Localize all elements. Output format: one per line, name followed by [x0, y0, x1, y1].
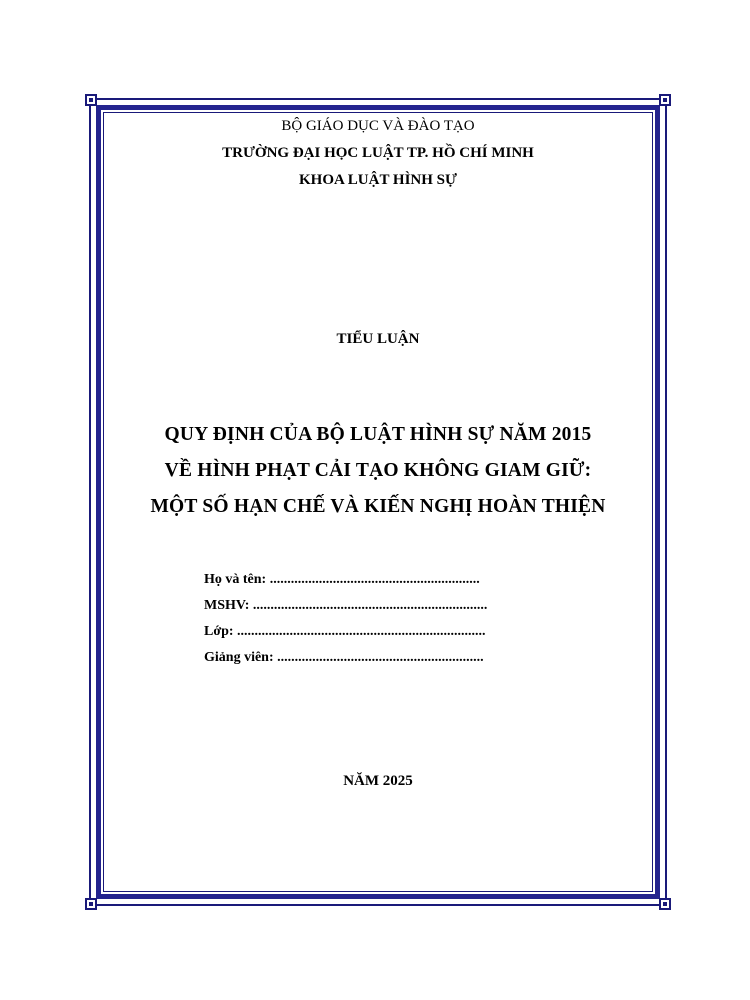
student-name-field: Họ và tên: ............................................................ — [204, 572, 480, 587]
title-line-1: QUY ĐỊNH CỦA BỘ LUẬT HÌNH SỰ NĂM 2015 — [164, 424, 592, 445]
class-field: Lớp: ....................................................................... — [204, 624, 486, 639]
border-corner-bottom-left — [85, 898, 97, 910]
border-corner-top-right — [659, 94, 671, 106]
ministry-name: BỘ GIÁO DỤC VÀ ĐÀO TẠO — [281, 118, 475, 134]
student-id-field: MSHV: ................................................................... — [204, 598, 488, 613]
title-line-3: MỘT SỐ HẠN CHẾ VÀ KIẾN NGHỊ HOÀN THIỆN — [150, 496, 606, 517]
document-type: TIỂU LUẬN — [336, 331, 420, 347]
lecturer-field: Giảng viên: ........................................................... — [204, 650, 484, 665]
border-corner-bottom-right — [659, 898, 671, 910]
border-corner-top-left — [85, 94, 97, 106]
year-label: NĂM 2025 — [343, 773, 413, 789]
university-name: TRƯỜNG ĐẠI HỌC LUẬT TP. HỒ CHÍ MINH — [222, 145, 534, 161]
student-info-block — [204, 572, 544, 676]
title-line-2: VỀ HÌNH PHẠT CẢI TẠO KHÔNG GIAM GIỮ: — [164, 460, 592, 481]
faculty-name: KHOA LUẬT HÌNH SỰ — [299, 172, 457, 188]
